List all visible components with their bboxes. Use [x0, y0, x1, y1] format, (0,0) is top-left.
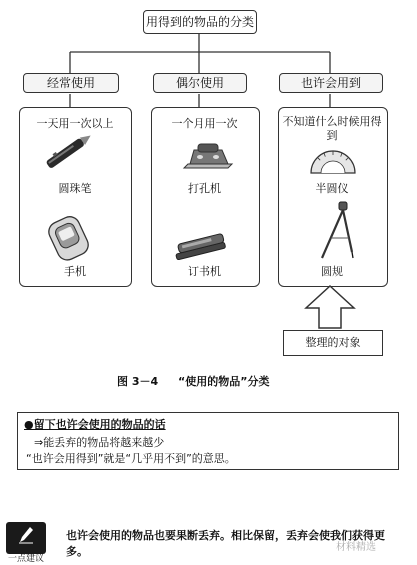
category-occasional: 偶尔使用 — [153, 73, 247, 93]
compass-icon — [312, 200, 358, 262]
tip-badge-label: 一点建议 — [7, 554, 44, 564]
pen-icon — [18, 526, 34, 544]
root-node: 用得到的物品的分类 — [143, 10, 257, 34]
note-title: ●留下也许会使用的物品的话 — [24, 418, 166, 431]
tip-badge — [6, 522, 46, 554]
ballpoint-pen-icon — [38, 128, 98, 176]
item-label-protractor: 半圆仪 — [315, 182, 349, 195]
frequency-label-occasional: 一个月用一次 — [171, 117, 238, 130]
note-line-2: “也许会用得到”就是“几乎用不到”的意思。 — [26, 452, 236, 465]
arrow-up-icon — [300, 284, 360, 330]
item-label-mobile-phone: 手机 — [64, 265, 86, 278]
item-label-ballpoint-pen: 圆珠笔 — [58, 182, 92, 195]
stapler-icon — [170, 228, 230, 260]
item-label-stapler: 订书机 — [188, 265, 221, 278]
note-line-1: ⇒能丢弃的物品将越来越少 — [34, 436, 165, 449]
mobile-phone-icon — [44, 212, 94, 262]
frequency-label-maybe: 不知道什么时候用得到 — [282, 115, 382, 142]
column-occasional — [151, 107, 260, 287]
target-label: 整理的对象 — [283, 330, 383, 356]
note-box — [17, 412, 399, 470]
figure-number: 图 3－4 — [117, 375, 159, 388]
figure-title: “使用的物品”分类 — [178, 375, 270, 388]
category-frequent: 经常使用 — [23, 73, 119, 93]
frequency-label-frequent: 一天用一次以上 — [36, 117, 114, 130]
category-maybe: 也许会用到 — [279, 73, 383, 93]
item-label-compass: 圆规 — [321, 265, 343, 278]
item-label-hole-punch: 打孔机 — [188, 182, 221, 195]
hole-punch-icon — [180, 138, 236, 178]
tip-text: 也许会使用的物品也要果断丢弃。相比保留，丢弃会使我们获得更多。 — [66, 529, 385, 558]
watermark: 材料精选 — [336, 542, 376, 553]
protractor-icon — [308, 146, 358, 176]
